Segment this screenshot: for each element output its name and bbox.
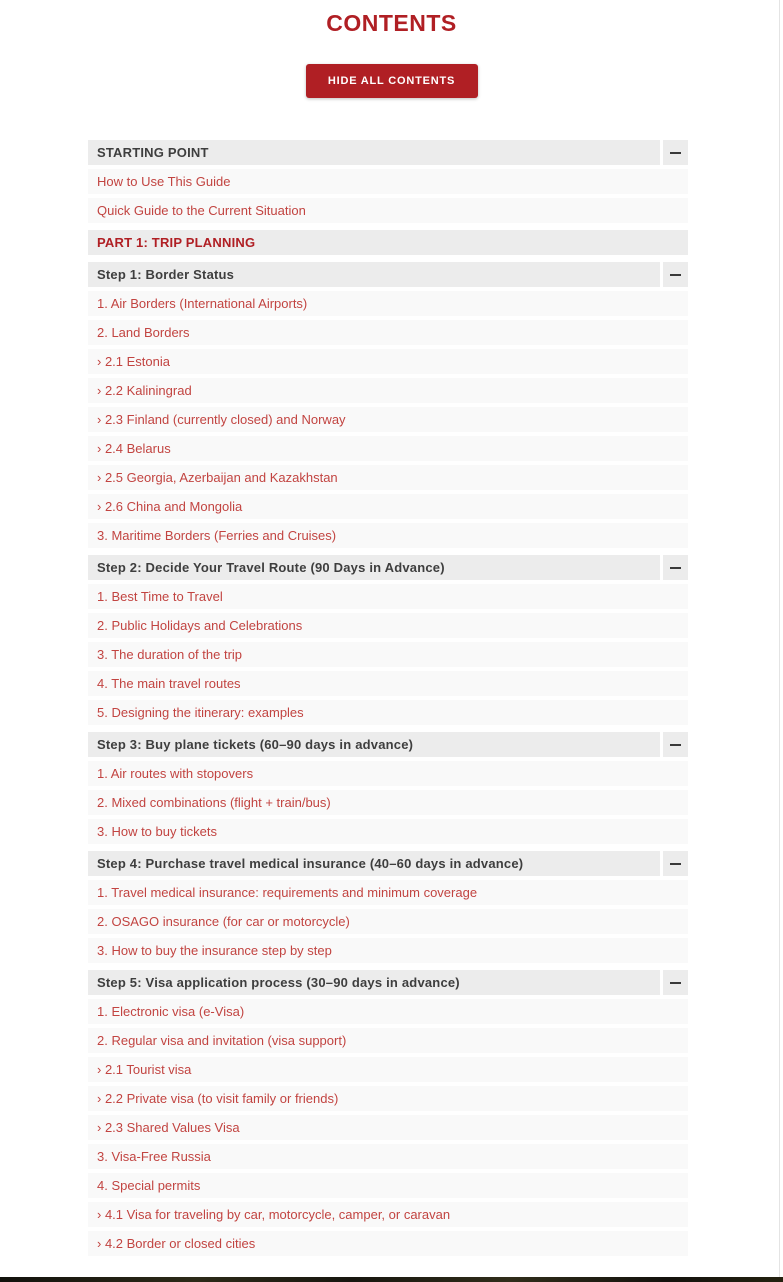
toc-section-header[interactable]: [88, 851, 660, 876]
toc-link[interactable]: How to Use This Guide: [88, 169, 688, 194]
minus-icon: [670, 982, 681, 984]
toc-list: [88, 140, 688, 1256]
collapse-button[interactable]: [663, 555, 688, 580]
toc-link[interactable]: › 2.2 Kaliningrad: [88, 378, 688, 403]
section-header-label: Step 5: Visa application process (30–90 days in advance): [97, 975, 460, 990]
toc-link[interactable]: 3. Maritime Borders (Ferries and Cruises): [88, 523, 688, 548]
toc-link[interactable]: › 2.5 Georgia, Azerbaijan and Kazakhstan: [88, 465, 688, 490]
toc-link[interactable]: 1. Best Time to Travel: [88, 584, 688, 609]
page-edge-divider: [779, 0, 780, 1282]
toc-link[interactable]: › 2.3 Shared Values Visa: [88, 1115, 688, 1140]
toc-section-header[interactable]: [88, 970, 660, 995]
section-header-label: Step 2: Decide Your Travel Route (90 Days in Advance): [97, 560, 445, 575]
toc-link[interactable]: › 4.1 Visa for traveling by car, motorcycle, camper, or caravan: [88, 1202, 688, 1227]
toc-link[interactable]: 4. Special permits: [88, 1173, 688, 1198]
toc-link[interactable]: 3. The duration of the trip: [88, 642, 688, 667]
collapse-button[interactable]: [663, 732, 688, 757]
toc-section-header[interactable]: [88, 262, 660, 287]
toc-link[interactable]: › 4.2 Border or closed cities: [88, 1231, 688, 1256]
section-header-label: Step 4: Purchase travel medical insurance (40–60 days in advance): [97, 856, 524, 871]
toc-section-header[interactable]: [88, 555, 660, 580]
toc-part-heading: PART 1: TRIP PLANNING: [88, 230, 688, 255]
section-header-label: Step 1: Border Status: [97, 267, 235, 282]
section-header-label: Step 3: Buy plane tickets (60–90 days in advance): [97, 737, 414, 752]
toc-link[interactable]: › 2.1 Tourist visa: [88, 1057, 688, 1082]
toc-link[interactable]: 1. Travel medical insurance: requirements and minimum coverage: [88, 880, 688, 905]
minus-icon: [670, 274, 681, 276]
toc-link[interactable]: 5. Designing the itinerary: examples: [88, 700, 688, 725]
minus-icon: [670, 744, 681, 746]
toc-link[interactable]: 3. How to buy tickets: [88, 819, 688, 844]
toc-link[interactable]: › 2.2 Private visa (to visit family or friends): [88, 1086, 688, 1111]
minus-icon: [670, 863, 681, 865]
toc-link[interactable]: 3. Visa-Free Russia: [88, 1144, 688, 1169]
toc-link[interactable]: 1. Air Borders (International Airports): [88, 291, 688, 316]
toc-link[interactable]: › 2.3 Finland (currently closed) and Norway: [88, 407, 688, 432]
toc-link[interactable]: Quick Guide to the Current Situation: [88, 198, 688, 223]
hide-all-contents-button[interactable]: HIDE ALL CONTENTS: [306, 64, 478, 98]
toc-link[interactable]: 4. The main travel routes: [88, 671, 688, 696]
toc-link[interactable]: 2. Regular visa and invitation (visa support): [88, 1028, 688, 1053]
toc-link[interactable]: 3. How to buy the insurance step by step: [88, 938, 688, 963]
toc-link[interactable]: 2. Mixed combinations (flight + train/bus): [88, 790, 688, 815]
toc-link[interactable]: 1. Electronic visa (e-Visa): [88, 999, 688, 1024]
minus-icon: [670, 567, 681, 569]
toc-link[interactable]: › 2.6 China and Mongolia: [88, 494, 688, 519]
toc-link[interactable]: › 2.1 Estonia: [88, 349, 688, 374]
collapse-button[interactable]: [663, 262, 688, 287]
collapse-button[interactable]: [663, 851, 688, 876]
partial-image-strip: [0, 1277, 783, 1282]
toc-link[interactable]: 1. Air routes with stopovers: [88, 761, 688, 786]
toc-link[interactable]: 2. Public Holidays and Celebrations: [88, 613, 688, 638]
collapse-button[interactable]: [663, 140, 688, 165]
toc-link[interactable]: 2. OSAGO insurance (for car or motorcycle): [88, 909, 688, 934]
page-title: CONTENTS: [326, 10, 457, 36]
collapse-button[interactable]: [663, 970, 688, 995]
toc-link[interactable]: 2. Land Borders: [88, 320, 688, 345]
section-header-label: STARTING POINT: [97, 145, 209, 160]
minus-icon: [670, 152, 681, 154]
toc-section-header[interactable]: [88, 732, 660, 757]
toc-link[interactable]: › 2.4 Belarus: [88, 436, 688, 461]
toc-section-header[interactable]: [88, 140, 660, 165]
